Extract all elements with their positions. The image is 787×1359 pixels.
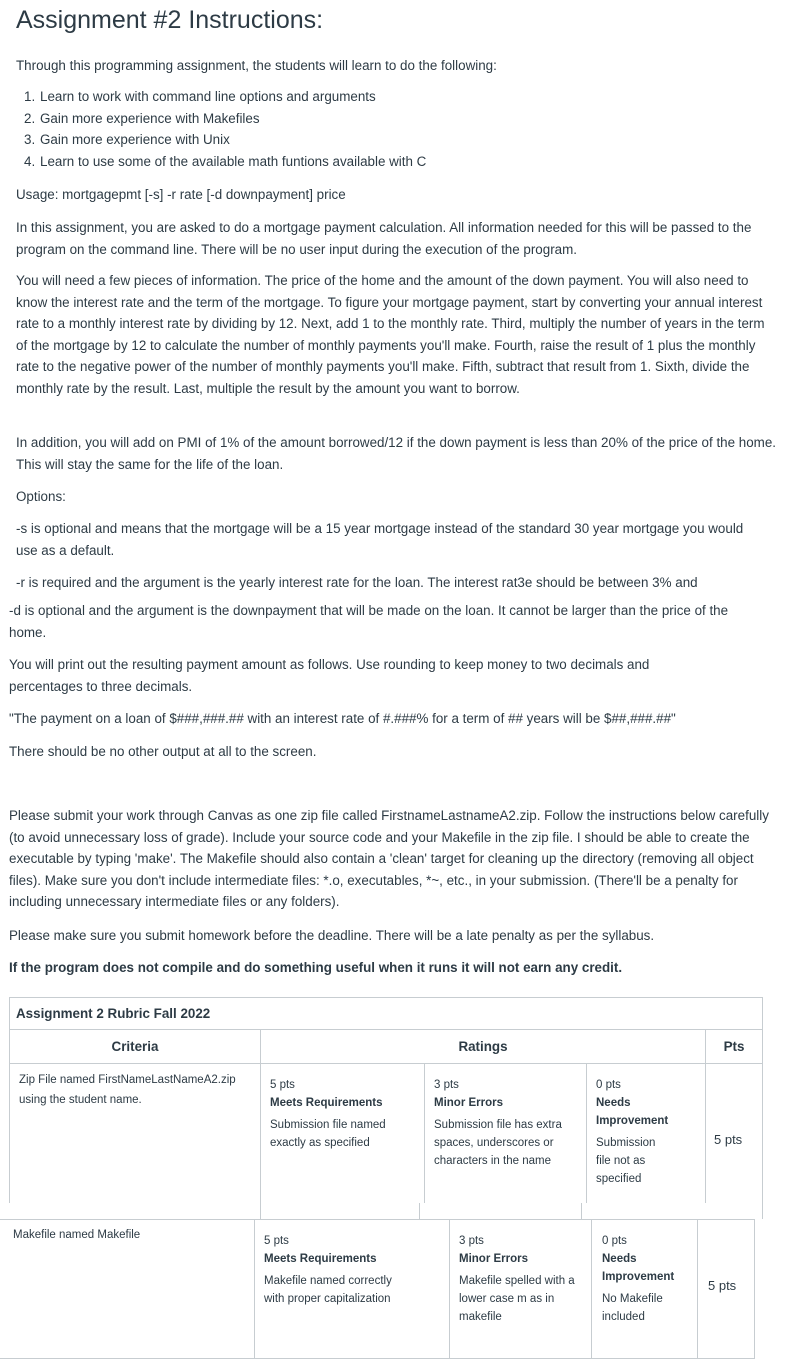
rating-points: 5 pts [270, 1079, 295, 1091]
list-number: 1. [24, 89, 36, 104]
criterion-text: Zip File named FirstNameLastNameA2.zip using the student name. [19, 1074, 236, 1106]
rating-description: No Makefile included [602, 1293, 663, 1323]
rubric-caption-cell [9, 997, 763, 1030]
list-item [24, 154, 426, 176]
rating-title: Minor Errors [459, 1253, 529, 1265]
rating-title: Minor Errors [434, 1097, 504, 1109]
credit-warning: If the program does not compile and do something useful when it runs it will not earn any credit. [9, 960, 623, 975]
list-item-text: Gain more experience with Makefiles [40, 110, 260, 126]
rating-points: 0 pts [596, 1079, 621, 1091]
option-s: -s is optional and means that the mortgage will be a 15 year mortgage instead of the standard 30 year mortgage you would use as a default. [16, 521, 744, 558]
points-cell [705, 1063, 763, 1203]
output-format: "The payment on a loan of $###,###.## with an interest rate of #.###% for a term of ## years will be $##,###.##" [9, 711, 676, 726]
deadline-note: Please make sure you submit homework before the deadline. There will be a late penalty as per the syllabus. [9, 928, 655, 943]
paragraph-calculation: You will need a few pieces of information. The price of the home and the amount of the down payment. You will also need to know the interest rate and the term of the mortgage. To figure your mortgage payment, start by converting your annual interest rate to a monthly interest rate by dividing by 12. Next, add 1 to the monthly rate. Third, multiply the number of years in the term of the mortgage by 12 to calculate the number of monthly payments you'll make. Fourth, raise the result of 1 plus the monthly rate to the negative power of the number of monthly payments you'll make. Fifth, subtract that result from 1. Sixth, divide the monthly rate by the result. Last, multiple the result by the amount you want to borrow. [16, 273, 765, 396]
rating-title: Needs Improvement [602, 1253, 675, 1283]
rating-cell [586, 1063, 706, 1203]
rating-description: Makefile spelled with a lower case m as in makefile [459, 1275, 575, 1323]
criteria-header-cell [9, 1029, 261, 1064]
list-item [24, 111, 426, 133]
rating-points: 3 pts [434, 1079, 459, 1091]
paragraph-pmi: In addition, you will add on PMI of 1% of the amount borrowed/12 if the down payment is less than 20% of the price of the home. This will stay the same for the life of the loan. [16, 435, 776, 472]
criteria-header: Criteria [111, 1039, 159, 1054]
no-output-note: There should be no other output at all to the screen. [9, 744, 317, 759]
rating-title: Needs Improvement [596, 1097, 669, 1127]
rating-description: Makefile named correctly with proper capitalization [264, 1275, 392, 1305]
rating-cell [254, 1219, 450, 1359]
pts-header: Pts [723, 1039, 745, 1054]
rating-description: Submission file not as specified [596, 1137, 656, 1185]
goals-list [24, 89, 426, 175]
rating-title: Meets Requirements [270, 1097, 383, 1109]
rating-title: Meets Requirements [264, 1253, 377, 1265]
rating-description: Submission file has extra spaces, underscores or characters in the name [434, 1119, 562, 1167]
print-instructions: You will print out the resulting payment amount as follows. Use rounding to keep money to two decimals and percentages to three decimals. [9, 657, 650, 694]
list-number: 3. [24, 132, 36, 148]
criterion-text: Makefile named Makefile [13, 1229, 141, 1241]
rating-points: 3 pts [459, 1235, 484, 1247]
submission-instructions: Please submit your work through Canvas as one zip file called FirstnameLastnameA2.zip. Follow the instructions below carefully (to avoid unnecessary loss of grade). Include your source code and your Makefile in the zip file. I should be able to create the executable by typing 'make'. The Makefile should also contain a 'clean' target for cleaning up the directory (removing all object files). Make sure you don't include intermediate files: *.o, executables, *~, etc., in your submission. (There'll be a penalty for including unnecessary intermediate files or any folders). [9, 808, 769, 909]
table-row [9, 1063, 261, 1203]
divider [581, 1203, 582, 1219]
row-points: 5 pts [714, 1132, 743, 1147]
option-r: -r is required and the argument is the yearly interest rate for the loan. The interest rat3e should be between 3% and [16, 575, 698, 590]
row-points: 5 pts [708, 1278, 737, 1293]
list-item [24, 132, 426, 154]
pts-header-cell [705, 1029, 763, 1064]
rating-points: 5 pts [264, 1235, 289, 1247]
table-row [0, 1219, 255, 1359]
options-label: Options: [16, 489, 66, 504]
rating-points: 0 pts [602, 1235, 627, 1247]
rating-cell [424, 1063, 587, 1203]
rubric-table [9, 997, 763, 1351]
points-cell [697, 1219, 755, 1359]
divider [419, 1203, 420, 1219]
list-item [24, 89, 426, 111]
list-number: 2. [24, 110, 36, 126]
rating-cell [260, 1063, 425, 1203]
option-d: -d is optional and the argument is the downpayment that will be made on the loan. It cannot be larger than the price of the home. [9, 603, 729, 640]
usage-line: Usage: mortgagepmt [-s] -r rate [-d downpayment] price [16, 187, 346, 202]
intro-text: Through this programming assignment, the students will learn to do the following: [16, 58, 497, 73]
divider [260, 1203, 261, 1219]
list-number: 4. [24, 153, 36, 169]
rubric-caption: Assignment 2 Rubric Fall 2022 [16, 1006, 211, 1021]
ratings-header-cell [260, 1029, 706, 1064]
rating-cell [591, 1219, 698, 1359]
paragraph-overview: In this assignment, you are asked to do a mortgage payment calculation. All information needed for this will be passed to the program on the command line. There will be no user input during the execution of the program. [16, 220, 752, 257]
page-title: Assignment #2 Instructions: [16, 6, 324, 34]
list-item-text: Gain more experience with Unix [40, 132, 230, 148]
list-item-text: Learn to use some of the available math funtions available with C [40, 153, 427, 169]
rating-cell [449, 1219, 592, 1359]
divider [762, 1203, 763, 1219]
list-item-text: Learn to work with command line options and arguments [40, 89, 376, 104]
rating-description: Submission file named exactly as specified [270, 1119, 386, 1149]
ratings-header: Ratings [458, 1039, 508, 1054]
